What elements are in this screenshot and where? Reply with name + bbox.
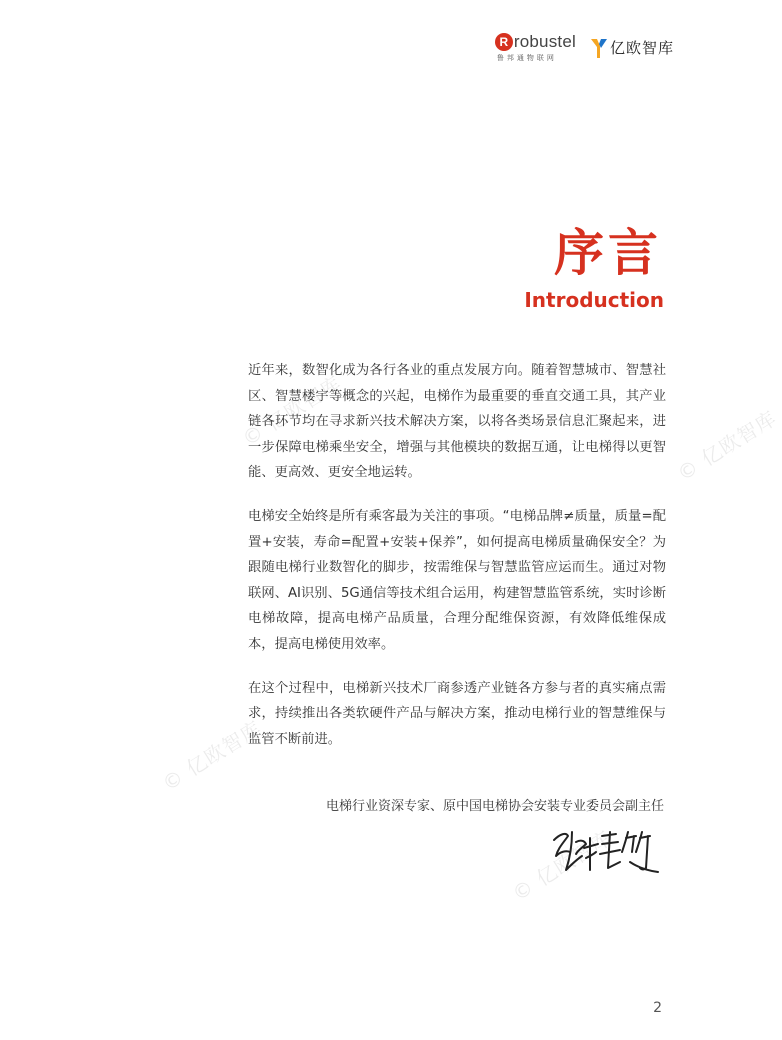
watermark: © 亿欧智库 (237, 370, 346, 451)
yiou-mark-icon (590, 37, 608, 59)
signature-title: 电梯行业资深专家、原中国电梯协会安装专业委员会副主任 (325, 799, 664, 814)
page-subtitle: Introduction (524, 288, 664, 312)
robustel-mark-icon: R (495, 33, 513, 51)
yiou-logo (590, 37, 674, 59)
page-number: 2 (653, 1000, 662, 1016)
yiou-wordmark: 亿欧智库 (609, 39, 674, 57)
robustel-subtitle: 鲁邦通物联网 (496, 54, 557, 62)
page-title: 序言 (554, 224, 662, 282)
watermark: © 亿欧智库 (507, 825, 616, 906)
paragraph: 电梯安全始终是所有乘客最为关注的事项。“电梯品牌≠质量，质量=配置+安装，寿命=配置+安装+保养”，如何提高电梯质量确保安全？为跟随电梯行业数智化的脚步，按需维保与智慧监管应运而生。通过对物联网、AI识别、5G通信等技术组合运用，构建智慧监管系统，实时诊断电梯故障，提高电梯产品质量，合理分配维保资源，有效降低维保成本，提高电梯使用效率。 (248, 508, 666, 652)
watermark: © 亿欧智库 (672, 405, 781, 486)
paragraph: 在这个过程中，电梯新兴技术厂商参透产业链各方参与者的真实痛点需求，持续推出各类软硬件产品与解决方案，推动电梯行业的智慧维保与监管不断前进。 (248, 680, 666, 747)
header-logos (495, 32, 674, 63)
body-text (248, 358, 666, 770)
robustel-logo (495, 32, 576, 63)
paragraph: 近年来，数智化成为各行各业的重点发展方向。随着智慧城市、智慧社区、智慧楼宇等概念的兴起，电梯作为最重要的垂直交通工具，其产业链各环节均在寻求新兴技术解决方案，以将各类场景信息汇聚起来，进一步保障电梯乘坐安全，增强与其他模块的数据互通，让电梯得以更智能、更高效、更安全地运转。 (248, 363, 666, 481)
robustel-wordmark: robustel (513, 32, 576, 51)
watermark: © 亿欧智库 (157, 715, 266, 796)
